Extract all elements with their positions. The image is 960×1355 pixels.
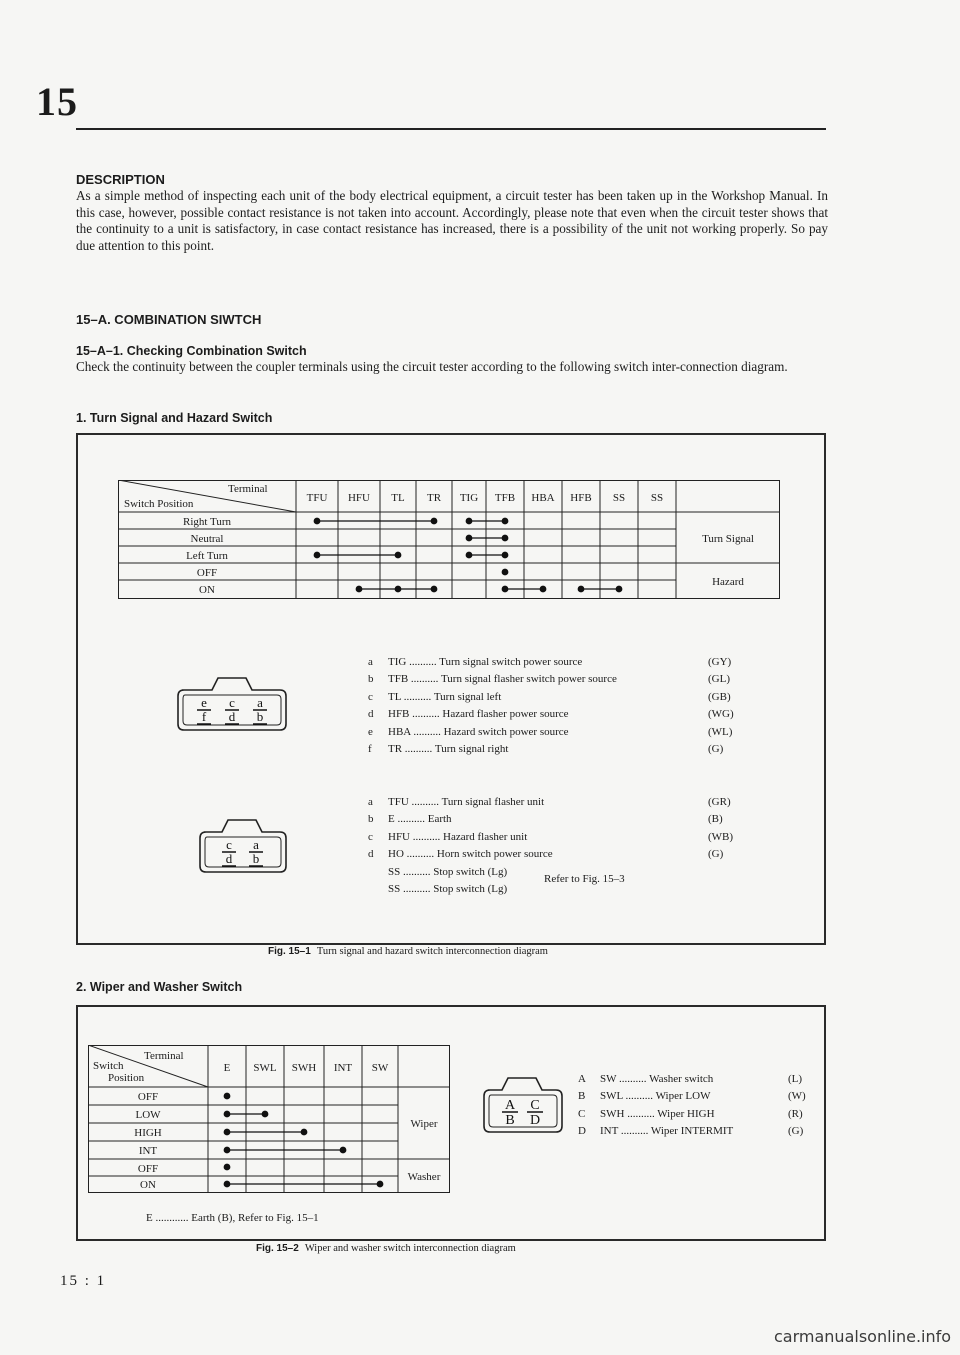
fig2-caption-text: Wiper and washer switch interconnection diagram <box>304 1243 516 1254</box>
corner-terminal-label: Terminal <box>144 1050 184 1062</box>
pin-label: D <box>529 1113 541 1128</box>
pin-label: b <box>252 851 260 866</box>
row-label: LOW <box>135 1109 161 1121</box>
section-a-title: 15–A. COMBINATION SIWTCH <box>76 312 262 327</box>
group-label-washer: Washer <box>407 1171 441 1183</box>
group-label-turn-signal: Turn Signal <box>702 533 754 545</box>
col-header: HBA <box>531 492 555 504</box>
col-header: E <box>223 1062 231 1074</box>
legend-row: c HFU .......... Hazard flasher unit (WB) <box>368 830 734 843</box>
col-header: HFU <box>347 492 371 504</box>
fig1-caption-label: Fig. 15–1 <box>268 946 311 957</box>
legend-row: d HO .......... Horn switch power source (G) <box>368 848 724 861</box>
legend-row: A SW .......... Washer switch (L) <box>578 1073 803 1085</box>
pin-label: b <box>256 709 264 724</box>
legend-row: C SWH .......... Wiper HIGH (R) <box>578 1107 803 1120</box>
row-label: OFF <box>137 1163 159 1175</box>
row-label: OFF <box>196 567 218 579</box>
description-heading: DESCRIPTION <box>76 172 165 187</box>
fig1-subheading: 1. Turn Signal and Hazard Switch <box>76 411 273 425</box>
pin-label: f <box>201 709 207 724</box>
pin-label: A <box>504 1098 516 1113</box>
col-header: TL <box>391 492 405 504</box>
col-header: INT <box>333 1062 353 1074</box>
corner-position-label: Position <box>108 1072 145 1084</box>
group-label-wiper: Wiper <box>410 1118 438 1130</box>
row-label: Right Turn <box>183 516 231 528</box>
wiper-connector-icon <box>478 1070 566 1134</box>
section-a1-title: 15–A–1. Checking Combination Switch <box>76 344 307 358</box>
legend-row: SS .......... Stop switch (Lg) <box>388 865 508 878</box>
continuity-marks <box>224 1093 383 1187</box>
pin-label: d <box>225 851 233 866</box>
header-rule <box>76 128 826 130</box>
col-header: SW <box>371 1062 389 1074</box>
fig2-earth-note: E ............ Earth (B), Refer to Fig. 15–1 <box>146 1212 319 1224</box>
fig1-legend-six-pin <box>368 654 768 758</box>
pin-label: c <box>229 695 235 710</box>
wiper-washer-switch-table <box>88 1045 450 1193</box>
col-header: TIG <box>459 492 479 504</box>
row-label: Neutral <box>190 533 224 545</box>
fig1-caption-text: Turn signal and hazard switch interconnection diagram <box>316 946 548 957</box>
corner-terminal-label: Terminal <box>228 483 268 495</box>
legend-row: f TR .......... Turn signal right (G) <box>368 742 724 755</box>
four-pin-connector-icon <box>194 812 290 874</box>
row-label: INT <box>138 1145 158 1157</box>
group-label-hazard: Hazard <box>712 576 744 588</box>
row-label: ON <box>199 584 215 596</box>
fig2-subheading: 2. Wiper and Washer Switch <box>76 980 243 994</box>
col-header: TR <box>426 492 442 504</box>
col-header: TFB <box>494 492 516 504</box>
fig2-legend <box>578 1071 818 1141</box>
fig1-legend-four-pin <box>368 794 768 898</box>
fig1-caption <box>268 946 548 957</box>
corner-position-label: Switch Position <box>124 498 194 510</box>
fig2-caption-label: Fig. 15–2 <box>256 1243 299 1254</box>
legend-row: c TL .......... Turn signal left (GB) <box>368 690 731 703</box>
legend-row: B SWL .......... Wiper LOW (W) <box>578 1090 806 1103</box>
col-header: SS <box>612 492 626 504</box>
legend-row: a TFU .......... Turn signal flasher unit (GR) <box>368 796 731 808</box>
pin-label: a <box>257 695 263 710</box>
row-label: OFF <box>137 1091 159 1103</box>
row-label: HIGH <box>134 1127 162 1139</box>
legend-row: b TFB .......... Turn signal flasher switch power source (GL) <box>368 673 730 686</box>
col-header: SWH <box>291 1062 317 1074</box>
page-number: 15 : 1 <box>60 1273 107 1289</box>
row-label: ON <box>140 1179 156 1191</box>
turn-hazard-switch-table <box>118 480 780 604</box>
ss-refer-note: Refer to Fig. 15–3 <box>544 873 625 885</box>
section-a1-text: Check the continuity between the coupler terminals using the circuit tester according to the following switch inter-connection diagram. <box>76 359 788 374</box>
col-header: SS <box>650 492 664 504</box>
description-text: As a simple method of inspecting each unit of the body electrical equipment, a circuit tester has been taken up in the Workshop Manual. In this case, however, possible contact resistance is not taken into account. Accordingly, please note that even when the circuit tester shows that the continuity to a unit is satisfactory, in case contact resistance has increased, there is a possibility of the unit not working properly. So pay due attention to this point. <box>76 188 828 253</box>
chapter-number: 15 <box>36 79 78 124</box>
six-pin-connector-icon <box>172 670 292 732</box>
corner-switch-label: Switch <box>93 1060 124 1072</box>
pin-label: c <box>226 837 232 852</box>
legend-row: b E .......... Earth (B) <box>368 813 723 826</box>
pin-label: B <box>505 1113 515 1128</box>
pin-label: d <box>228 709 236 724</box>
row-label: Left Turn <box>186 550 228 562</box>
pin-label: e <box>201 695 207 710</box>
legend-row: e HBA .......... Hazard switch power source (WL) <box>368 725 733 738</box>
legend-row: SS .......... Stop switch (Lg) <box>388 882 508 895</box>
col-header: TFU <box>306 492 328 504</box>
legend-row: D INT .......... Wiper INTERMIT (G) <box>578 1125 804 1138</box>
legend-row: d HFB .......... Hazard flasher power source (WG) <box>368 708 734 721</box>
watermark: carmanualsonline.info <box>774 1327 952 1346</box>
pin-label: a <box>253 837 259 852</box>
legend-row: a TIG .......... Turn signal switch power source (GY) <box>368 656 732 668</box>
pin-label: C <box>530 1098 540 1113</box>
col-header: HFB <box>570 492 592 504</box>
fig2-caption <box>256 1243 516 1254</box>
col-header: SWL <box>253 1062 277 1074</box>
